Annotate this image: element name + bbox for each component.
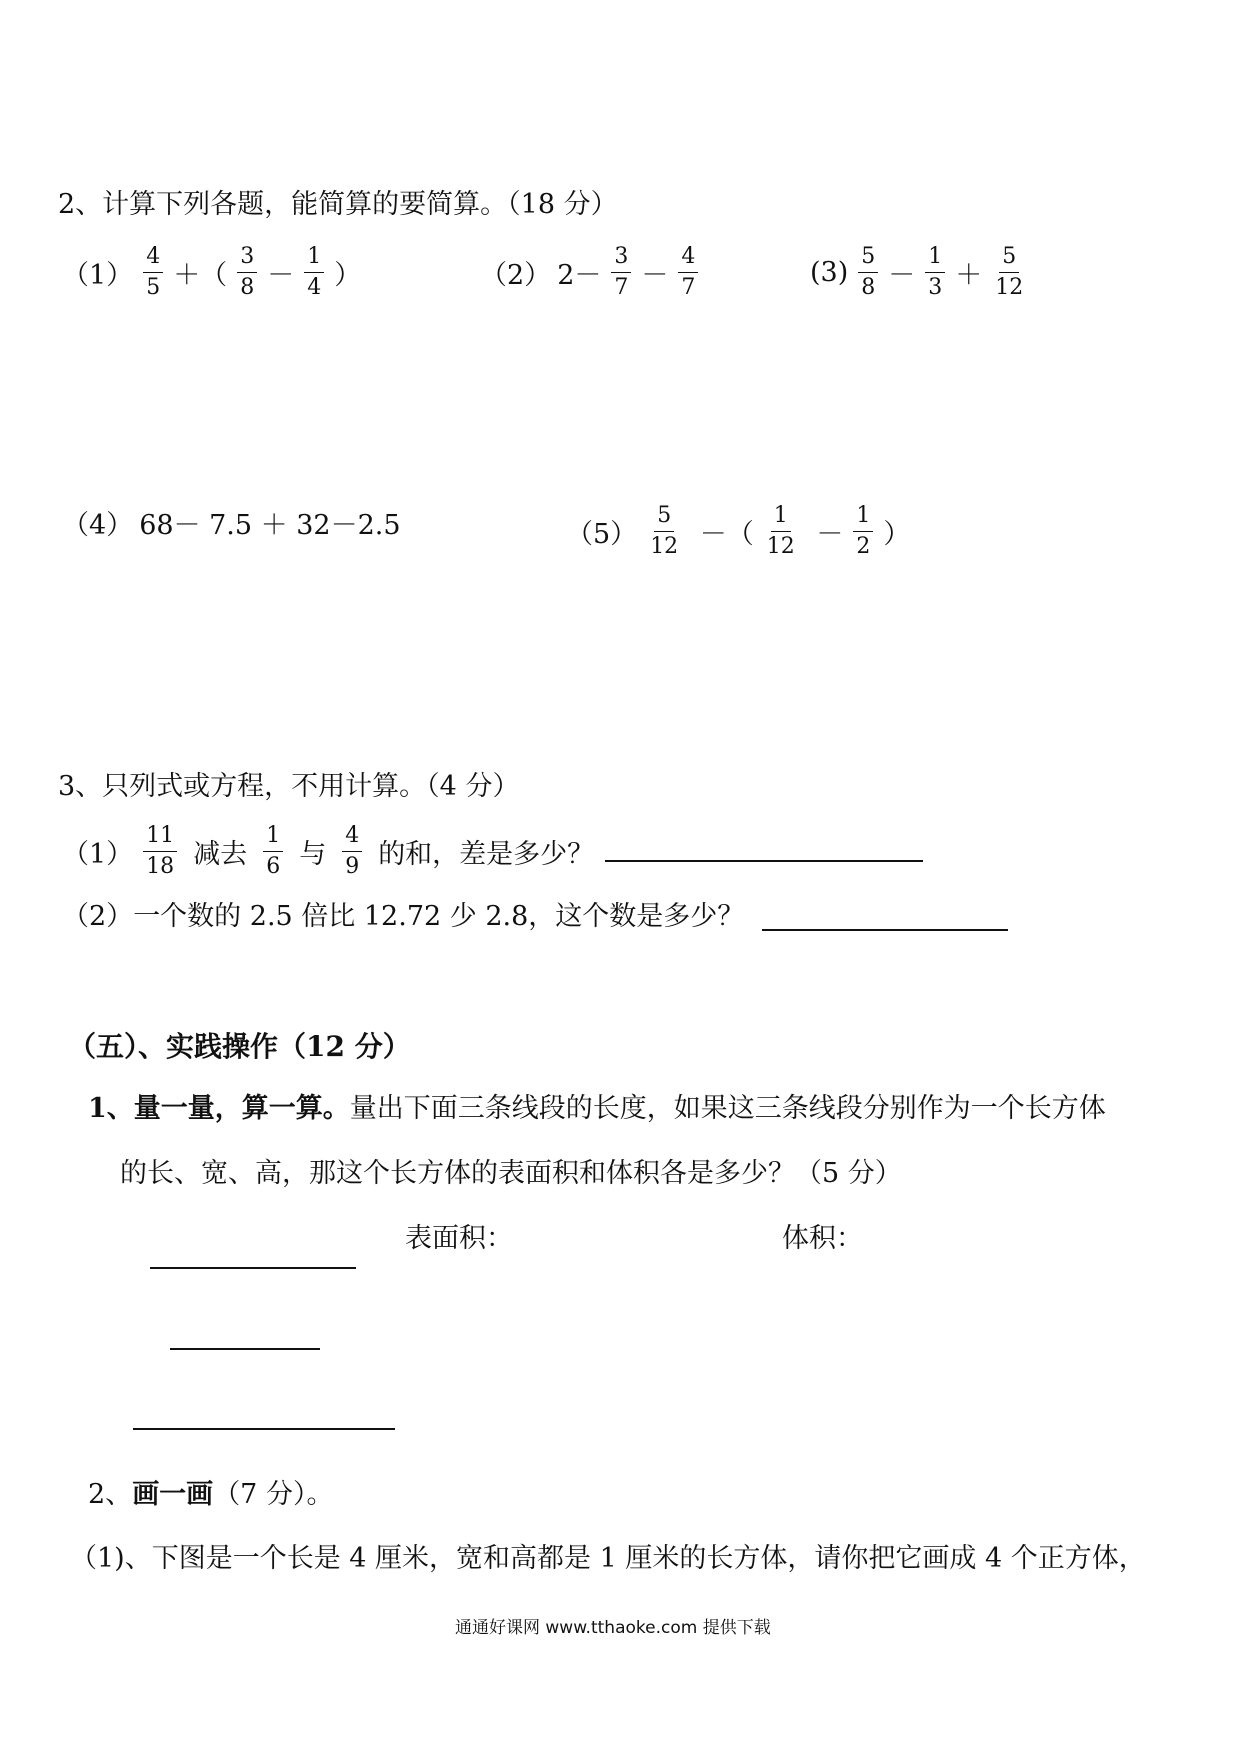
fraction: $\frac{1}{2}$ <box>853 503 873 560</box>
volume-label: 体积： <box>782 1223 863 1254</box>
fraction: $\frac{5}{12}$ <box>650 503 679 559</box>
section-2-title: 2、计算下列各题，能简算的要简算。（18 分） <box>58 189 618 220</box>
section-3-question-1: （1） $\frac{11}{18}$ 减去 $\frac{1}{6}$ 与 $\frac{4}{9}$ 的和，差是多少？ <box>62 823 595 879</box>
fraction: $\frac{5}{12}$ <box>995 244 1024 300</box>
section-5-item-2: 2、画一画（7 分）。 <box>88 1479 334 1510</box>
line-segment-1 <box>150 1267 356 1269</box>
operator-text: 68－ 7.5 ＋ 32－2.5 <box>139 510 401 541</box>
surface-area-label: 表面积： <box>405 1223 513 1254</box>
operator-text: －（ <box>691 519 754 550</box>
problem-label: （1） <box>62 260 134 291</box>
section-5-item-1-cont: 的长、宽、高，那这个长方体的表面积和体积各是多少？（5 分） <box>120 1158 902 1189</box>
line-segment-3 <box>133 1428 395 1430</box>
problem-label: （2） <box>480 260 552 291</box>
problem-4 <box>62 503 401 542</box>
section-5-item-2-sub: （1)、下图是一个长是 4 厘米，宽和高都是 1 厘米的长方体，请你把它画成 4 个正方体， <box>70 1543 1146 1574</box>
fraction: $\frac{4}{7}$ <box>678 244 698 301</box>
answer-blank-1[interactable] <box>605 860 923 862</box>
section-5-item-1: 1、量一量，算一算。量出下面三条线段的长度，如果这三条线段分别作为一个长方体 <box>88 1093 1106 1124</box>
section-3-question-2: （2）一个数的 2.5 倍比 12.72 少 2.8，这个数是多少？ <box>62 901 745 932</box>
operator-text: ＋（ <box>173 260 228 291</box>
problem-1 <box>62 244 361 301</box>
fraction: $\frac{3}{7}$ <box>611 244 631 301</box>
section-3-title: 3、只列式或方程，不用计算。（4 分） <box>58 771 520 802</box>
operator-text: － <box>888 260 916 291</box>
operator-text: ） <box>334 260 362 291</box>
fraction: $\frac{4}{9}$ <box>342 823 362 880</box>
operator-text: － <box>641 260 669 291</box>
operator-text: ） <box>883 519 911 550</box>
fraction: $\frac{5}{8}$ <box>858 244 878 301</box>
answer-blank-2[interactable] <box>762 929 1008 931</box>
fraction: $\frac{3}{8}$ <box>237 244 257 301</box>
fraction: $\frac{1}{12}$ <box>766 503 795 559</box>
section-5-title: （五）、实践操作（12 分） <box>68 1030 411 1063</box>
fraction: $\frac{4}{5}$ <box>143 244 163 301</box>
operator-text: ＋ <box>955 260 983 291</box>
operator-text: － <box>267 260 295 291</box>
fraction: $\frac{1}{4}$ <box>304 244 324 301</box>
problem-3 <box>810 244 1030 301</box>
problem-5 <box>566 503 910 560</box>
operator-text: － <box>807 519 844 550</box>
operator-text: 2－ <box>557 260 602 291</box>
fraction: $\frac{11}{18}$ <box>143 823 177 880</box>
footer-credit: 通通好课网 www.tthaoke.com 提供下载 <box>455 1618 771 1638</box>
fraction: $\frac{1}{3}$ <box>925 244 945 301</box>
problem-2 <box>480 244 702 301</box>
problem-label: （5） <box>566 519 638 550</box>
line-segment-2 <box>170 1348 320 1350</box>
fraction: $\frac{1}{6}$ <box>263 823 283 880</box>
problem-label: （4） <box>62 510 134 541</box>
problem-label: (3) <box>810 257 849 288</box>
